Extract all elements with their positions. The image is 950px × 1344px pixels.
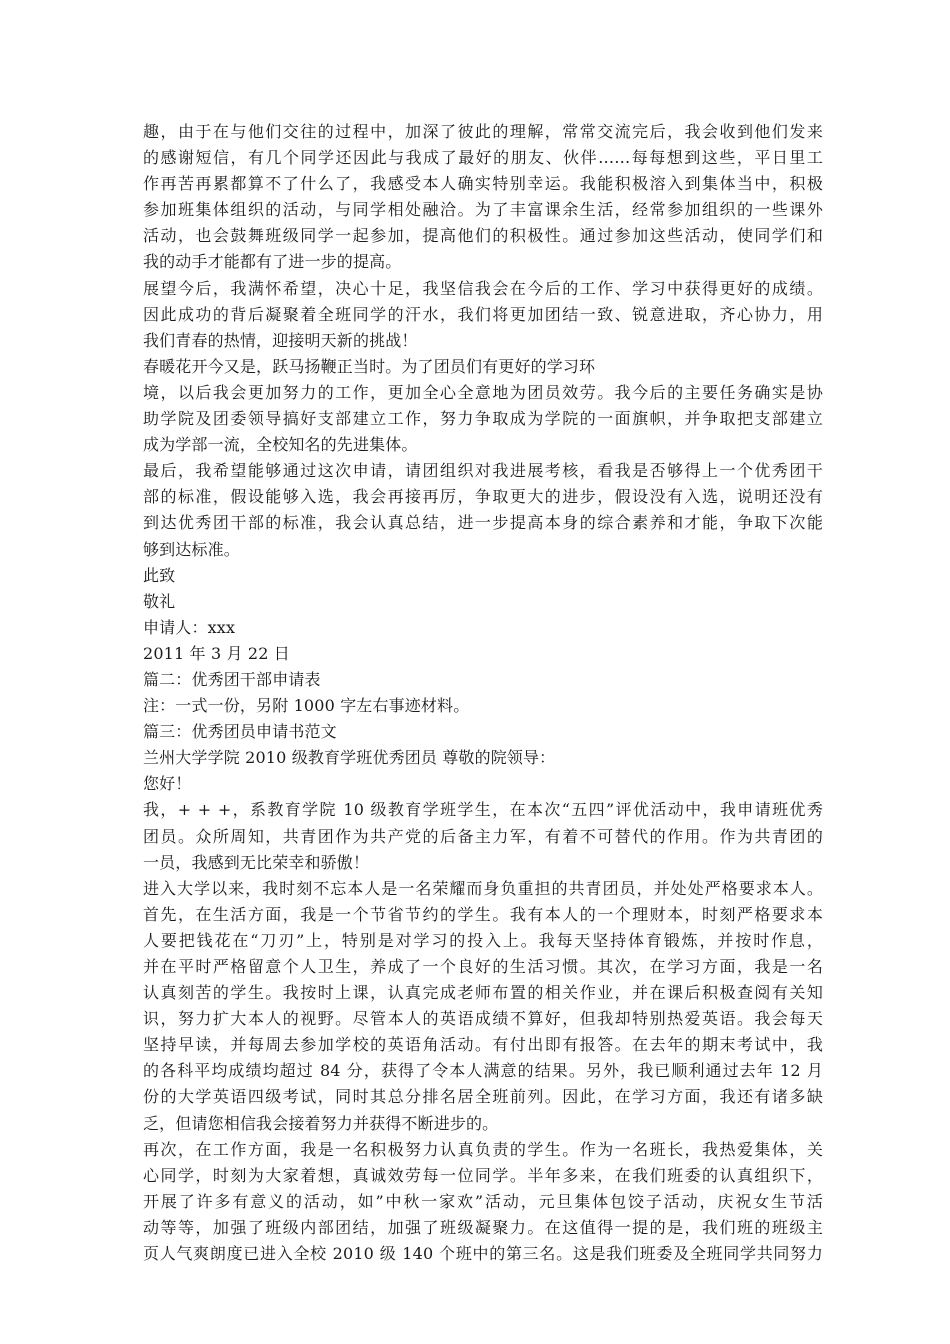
text-line: 春暖花开今又是，跃马扬鞭正当时。为了团员们有更好的学习环 — [143, 356, 596, 376]
text-line: 份的大学英语四级考试，同时其总分排名居全班前列。因此，在学习方面，我还有诸多缺 — [143, 1087, 823, 1107]
text-line: 页人气爽朗度已进入全校 2010 级 140 个班中的第三名。这是我们班委及全班同学共同努力 — [143, 1244, 823, 1264]
text-line: 开展了许多有意义的活动，如”中秋一家欢”活动，元旦集体包饺子活动，庆祝女生节活 — [143, 1191, 823, 1211]
text-line: 认真刻苦的学生。我按时上课，认真完成老师布置的相关作业，并在课后积极查阅有关知 — [143, 983, 823, 1003]
text-line: 动等等，加强了班级内部团结，加强了班级凝聚力。在这值得一提的是，我们班的班级主 — [143, 1217, 823, 1237]
text-line: 趣，由于在与他们交往的过程中，加深了彼此的理解，常常交流完后，我会收到他们发来 — [143, 122, 823, 141]
text-line: 您好！ — [143, 774, 192, 794]
text-line: 进入大学以来，我时刻不忘本人是一名荣耀而身负重担的共青团员，并处处严格要求本人。 — [143, 878, 823, 898]
text-line: 首先，在生活方面，我是一个节省节约的学生。我有本人的一个理财本，时刻严格要求本 — [143, 904, 823, 924]
text-line: 因此成功的背后凝聚着全班同学的汗水，我们将更加团结一致、锐意进取，齐心协力，用 — [143, 304, 823, 324]
text-line: 的感谢短信，有几个同学还因此与我成了最好的朋友、伙伴……每每想到这些，平日里工 — [143, 148, 823, 168]
text-line: 2011 年 3 月 22 日 — [143, 643, 290, 663]
text-line: 团员。众所周知，共青团作为共产党的后备主力军，有着不可替代的作用。作为共青团的 — [143, 826, 823, 846]
text-line: 篇二：优秀团干部申请表 — [143, 669, 321, 689]
text-line: 参加班集体组织的活动，与同学相处融洽。为了丰富课余生活，经常参加组织的一些课外 — [143, 200, 823, 220]
text-line: 够到达标准。 — [143, 539, 240, 559]
text-line: 展望今后，我满怀希望，决心十足，我坚信我会在今后的工作、学习中获得更好的成绩。 — [143, 278, 823, 298]
text-line: 篇三：优秀团员申请书范文 — [143, 722, 337, 742]
text-line: 最后，我希望能够通过这次申请，请团组织对我进展考核，看我是否够得上一个优秀团干 — [143, 461, 823, 481]
text-line: 助学院及团委领导搞好支部建立工作，努力争取成为学院的一面旗帜，并争取把支部建立 — [143, 409, 823, 429]
text-line: 我的动手才能都有了进一步的提高。 — [143, 252, 402, 272]
text-line: 再次，在工作方面，我是一名积极努力认真负责的学生。作为一名班长，我热爱集体，关 — [143, 1139, 823, 1159]
text-line: 境，以后我会更加努力的工作，更加全心全意地为团员效劳。我今后的主要任务确实是协 — [143, 382, 823, 402]
document-body — [143, 119, 823, 1267]
text-line: 坚持早读，并每周去参加学校的英语角活动。有付出即有报答。在去年的期末考试中，我 — [143, 1035, 823, 1055]
text-line: 并在平时严格留意个人卫生，养成了一个良好的生活习惯。其次，在学习方面，我是一名 — [143, 957, 823, 976]
text-line: 此致 — [143, 565, 176, 585]
text-line: 我们青春的热情，迎接明天新的挑战！ — [143, 330, 418, 350]
text-line: 乏，但请您相信我会接着努力并获得不断进步的。 — [143, 1113, 499, 1133]
text-line: 申请人：xxx — [143, 617, 236, 637]
text-line: 的各科平均成绩均超过 84 分，获得了令本人满意的结果。另外，我已顺利通过去年 12 月 — [143, 1061, 823, 1081]
text-line: 识，努力扩大本人的视野。尽管本人的英语成绩不算好，但我却特别热爱英语。我会每天 — [143, 1009, 823, 1029]
text-line: 一员，我感到无比荣幸和骄傲！ — [143, 852, 370, 872]
text-line: 我，+ + +，系教育学院 10 级教育学班学生，在本次“五四”评优活动中，我申请班优秀 — [143, 800, 823, 820]
text-line: 活动，也会鼓舞班级同学一起参加，提高他们的积极性。通过参加这些活动，使同学们和 — [143, 226, 823, 246]
text-line: 兰州大学学院 2010 级教育学班优秀团员 尊敬的院领导： — [143, 748, 556, 768]
text-line: 人要把钱花在“刀刃”上，特别是对学习的投入上。我每天坚持体育锻炼，并按时作息， — [143, 930, 823, 950]
text-line: 成为学部一流，全校知名的先进集体。 — [143, 435, 418, 455]
text-line: 到达优秀团干部的标准，我会认真总结，进一步提高本身的综合素养和才能，争取下次能 — [143, 513, 823, 533]
text-line: 注：一式一份，另附 1000 字左右事迹材料。 — [143, 696, 470, 716]
text-line: 心同学，时刻为大家着想，真诚效劳每一位同学。半年多来，在我们班委的认真组织下， — [143, 1165, 823, 1185]
text-line: 作再苦再累都算不了什么了，我感受本人确实特别幸运。我能积极溶入到集体当中，积极 — [143, 174, 823, 194]
text-line: 部的标准，假设能够入选，我会再接再厉，争取更大的进步，假设没有入选，说明还没有 — [143, 487, 823, 507]
text-line: 敬礼 — [143, 591, 176, 611]
